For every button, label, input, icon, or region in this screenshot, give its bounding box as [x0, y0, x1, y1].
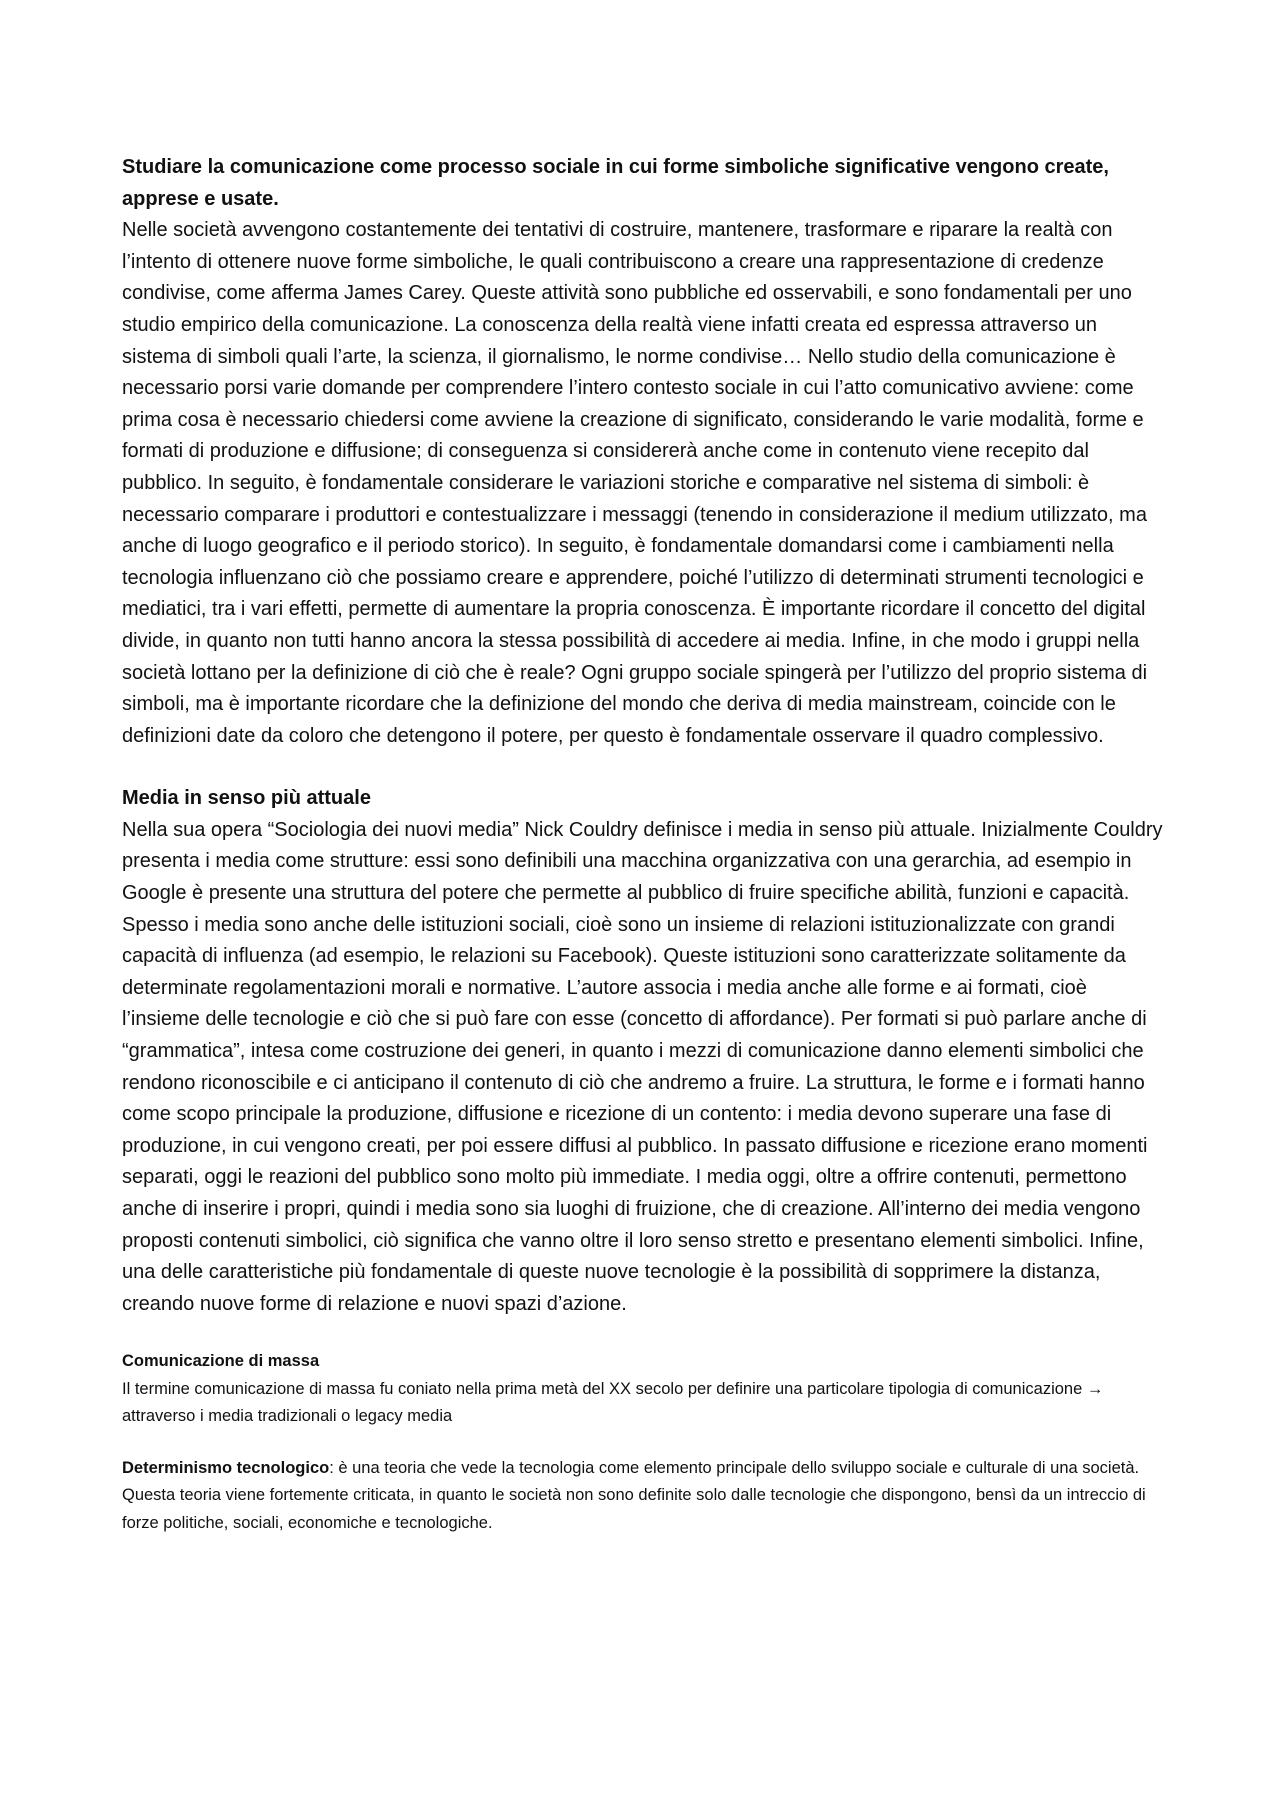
definition-term: Determinismo tecnologico: [122, 1458, 330, 1477]
section-mass-communication: [122, 1348, 1170, 1431]
definition-text: : è una teoria che vede la tecnologia come elemento principale dello sviluppo sociale e culturale di una società. Questa teoria viene fortemente criticata, in quanto le società non sono definite solo dalle tecnologie che dispongono, bensì da un intreccio di forze politiche, sociali, economiche e tecnologiche.: [122, 1458, 1146, 1532]
section-paragraph: Nelle società avvengono costantemente dei tentativi di costruire, mantenere, trasformare e riparare la realtà con l’intento di ottenere nuove forme simboliche, le quali contribuiscono a creare una rappresentazione di credenze condivise, come afferma James Carey. Queste attività sono pubbliche ed osservabili, e sono fondamentali per uno studio empirico della comunicazione. La conoscenza della realtà viene infatti creata ed espressa attraverso un sistema di simboli quali l’arte, la scienza, il giornalismo, le norme condivise… Nello studio della comunicazione è necessario porsi varie domande per comprendere l’intero contesto sociale in cui l’atto comunicativo avviene: come prima cosa è necessario chiedersi come avviene la creazione di significato, considerando le varie modalità, forme e formati di produzione e diffusione; di conseguenza si considererà anche come in contenuto viene recepito dal pubblico. In seguito, è fondamentale considerare le variazioni storiche e comparative nel sistema di simboli: è necessario comparare i produttori e contestualizzare i messaggi (tenendo in considerazione il medium utilizzato, ma anche di luogo geografico e il periodo storico). In seguito, è fondamentale domandarsi come i cambiamenti nella tecnologia influenzano ciò che possiamo creare e apprendere, poiché l’utilizzo di determinati strumenti tecnologici e mediatici, tra i vari effetti, permette di aumentare la propria conoscenza. È importante ricordare il concetto del digital divide, in quanto non tutti hanno ancora la stessa possibilità di accedere ai media. Infine, in che modo i gruppi nella società lottano per la definizione di ciò che è reale? Ogni gruppo sociale spingerà per l’utilizzo del proprio sistema di simboli, ma è importante ricordare che la definizione del mondo che deriva di media mainstream, coincide con le definizioni date da coloro che detengono il potere, per questo è fondamentale osservare il quadro complessivo.: [122, 219, 1148, 747]
definition-paragraph: [122, 1455, 1170, 1538]
section-media-current-sense: [122, 783, 1170, 1320]
section-technological-determinism: [122, 1455, 1170, 1538]
section-heading: Comunicazione di massa: [122, 1352, 320, 1371]
section-communication-process: [122, 152, 1170, 752]
document-page: [122, 152, 1170, 1537]
section-paragraph: Nella sua opera “Sociologia dei nuovi media” Nick Couldry definisce i media in senso più attuale. Inizialmente Couldry presenta i media come strutture: essi sono definibili una macchina organizzativa con una gerarchia, ad esempio in Google è presente una struttura del potere che permette al pubblico di fruire specifiche abilità, funzioni e capacità. Spesso i media sono anche delle istituzioni sociali, cioè sono un insieme di relazioni istituzionalizzate con grandi capacità di influenza (ad esempio, le relazioni su Facebook). Queste istituzioni sono caratterizzate solitamente da determinate regolamentazioni morali e normative. L’autore associa i media anche alle forme e ai formati, cioè l’insieme delle tecnologie e ciò che si può fare con esse (concetto di affordance). Per formati si può parlare anche di “grammatica”, intesa come costruzione dei generi, in quanto i mezzi di comunicazione danno elementi simbolici che rendono riconoscibile e ci anticipano il contenuto di ciò che andremo a fruire. La struttura, le forme e i formati hanno come scopo principale la produzione, diffusione e ricezione di un contento: i media devono superare una fase di produzione, in cui vengono creati, per poi essere diffusi al pubblico. In passato diffusione e ricezione erano momenti separati, oggi le reazioni del pubblico sono molto più immediate. I media oggi, oltre a offrire contenuti, permettono anche di inserire i propri, quindi i media sono sia luoghi di fruizione, che di creazione. All’interno dei media vengono proposti contenuti simbolici, ciò significa che vanno oltre il loro senso stretto e presentano elementi simbolici. Infine, una delle caratteristiche più fondamentale di queste nuove tecnologie è la possibilità di sopprimere la distanza, creando nuove forme di relazione e nuovi spazi d’azione.: [122, 818, 1163, 1315]
section-heading: Studiare la comunicazione come processo sociale in cui forme simboliche significative vengono create, apprese e usate.: [122, 156, 1109, 210]
section-paragraph: Il termine comunicazione di massa fu coniato nella prima metà del XX secolo per definire una particolare tipologia di comunicazione → attraverso i media tradizionali o legacy media: [122, 1379, 1104, 1426]
section-heading: Media in senso più attuale: [122, 787, 371, 810]
